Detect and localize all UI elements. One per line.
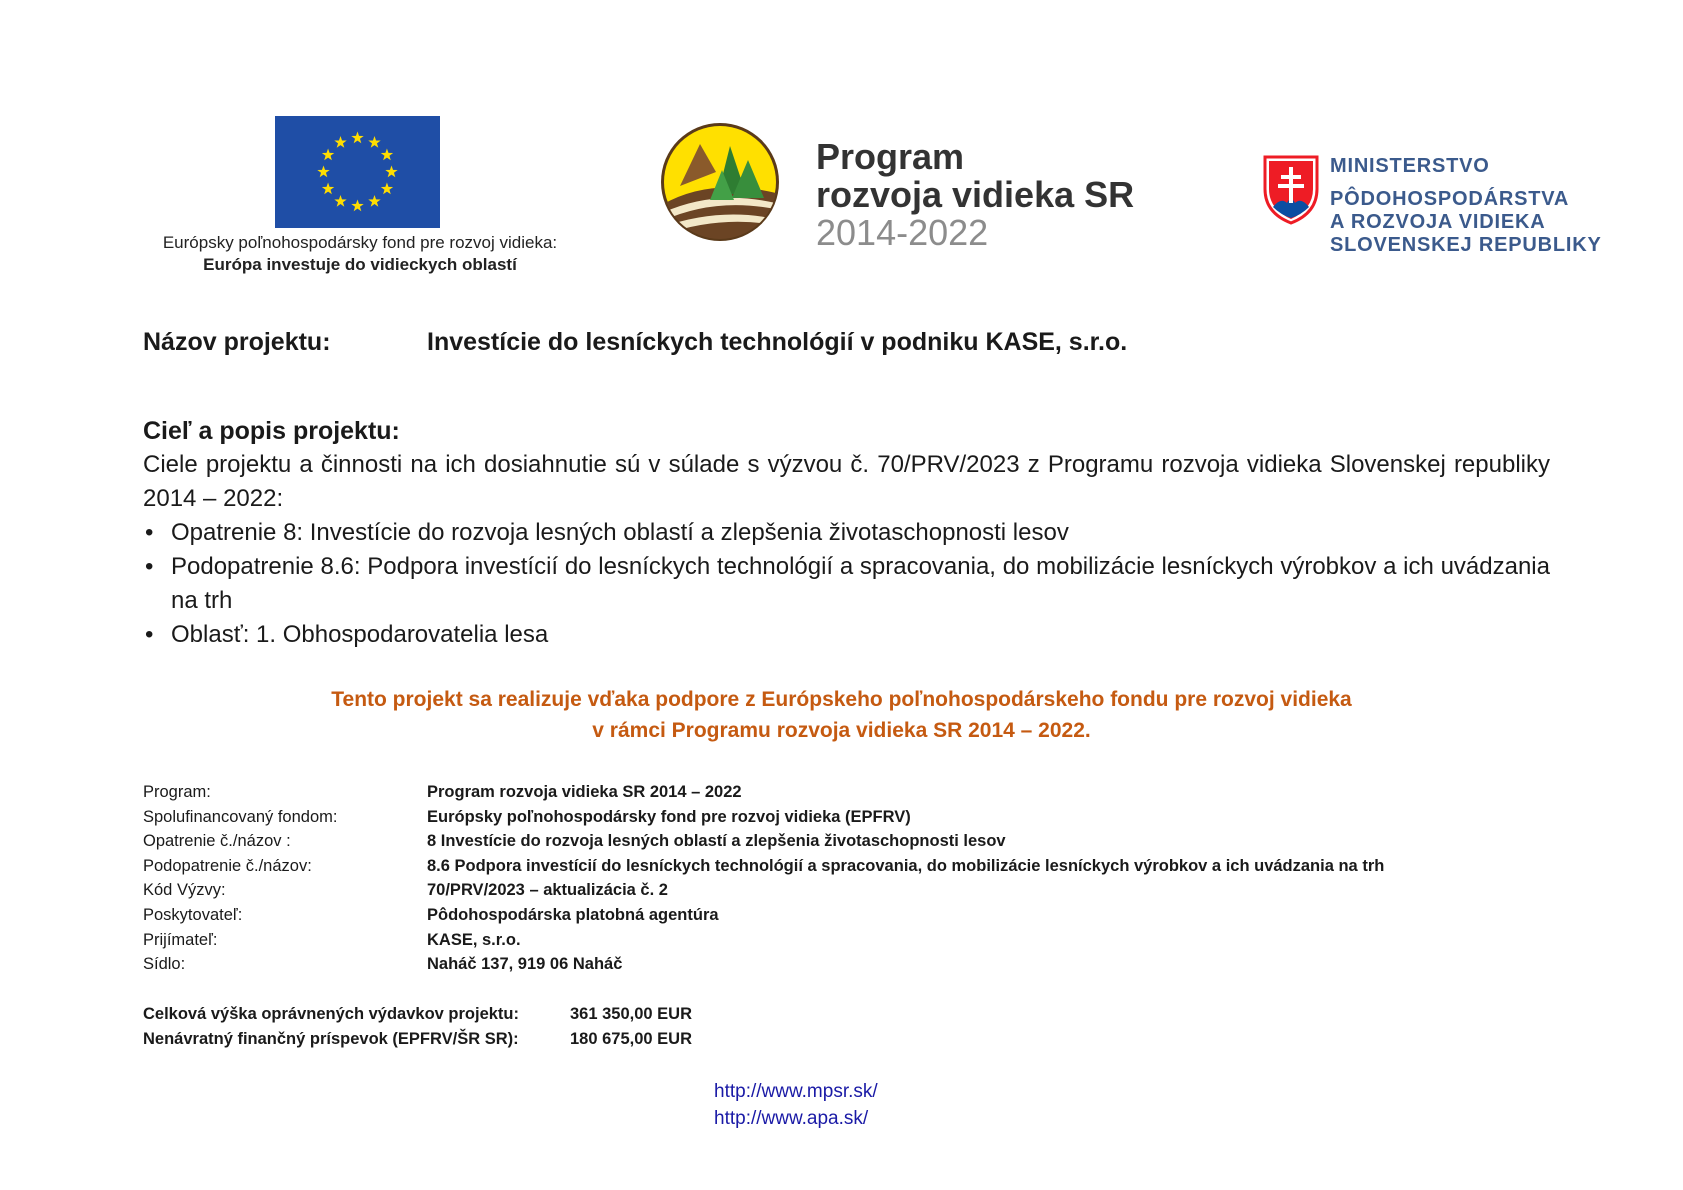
details-label: Spolufinancovaný fondom: bbox=[143, 807, 338, 826]
mpsr-link[interactable]: http://www.mpsr.sk/ bbox=[714, 1081, 878, 1102]
project-name-value: Investície do lesníckych technológií v podniku KASE, s.r.o. bbox=[427, 328, 1128, 356]
apa-link[interactable]: http://www.apa.sk/ bbox=[714, 1108, 869, 1129]
eu-caption-line2: Európa investuje do vidieckych oblastí bbox=[203, 255, 517, 274]
details-value: Naháč 137, 919 06 Naháč bbox=[427, 955, 623, 974]
ministry-line3: A ROZVOJA VIDIEKA bbox=[1330, 211, 1546, 233]
details-label: Sídlo: bbox=[143, 955, 186, 974]
eu-flag-icon bbox=[275, 116, 440, 228]
details-value: Program rozvoja vidieka SR 2014 – 2022 bbox=[427, 783, 742, 801]
details-value: 70/PRV/2023 – aktualizácia č. 2 bbox=[427, 881, 668, 900]
support-line1: Tento projekt sa realizuje vďaka podpore z Európskeho poľnohospodárskeho fondu pre rozvoj vidieka bbox=[331, 688, 1352, 711]
goal-heading: Cieľ a popis projektu: bbox=[143, 417, 400, 445]
cost-label: Nenávratný finančný príspevok (EPFRV/ŠR SR): bbox=[143, 1029, 519, 1048]
cost-label: Celková výška oprávnených výdavkov projektu: bbox=[143, 1005, 520, 1023]
goal-bullet: • Opatrenie 8: Investície do rozvoja lesných oblastí a zlepšenia životaschopnosti lesov bbox=[143, 516, 1550, 550]
prv-title-years: 2014-2022 bbox=[816, 212, 989, 253]
goal-intro: Ciele projektu a činnosti na ich dosiahnutie sú v súlade s výzvou č. 70/PRV/2023 z Programu rozvoja vidieka Slovenskej republiky 2014 – 2022: bbox=[143, 451, 1550, 512]
slovak-coat-of-arms-icon bbox=[1263, 155, 1319, 225]
details-value: 8 Investície do rozvoja lesných oblastí a zlepšenia životaschopnosti lesov bbox=[427, 832, 1006, 851]
details-label: Program: bbox=[143, 783, 211, 801]
details-value: Európsky poľnohospodársky fond pre rozvoj vidieka (EPFRV) bbox=[427, 807, 911, 826]
project-name-label: Názov projektu: bbox=[143, 328, 331, 356]
goal-bullet: • Oblasť: 1. Obhospodarovatelia lesa bbox=[143, 618, 1550, 652]
prv-title bbox=[816, 138, 1134, 252]
details-value: KASE, s.r.o. bbox=[427, 930, 521, 949]
ministry-line2: PÔDOHOSPODÁRSTVA bbox=[1330, 188, 1570, 210]
eu-caption bbox=[140, 232, 580, 276]
details-value: Pôdohospodárska platobná agentúra bbox=[427, 905, 719, 924]
ministry-name bbox=[1330, 155, 1602, 257]
footer-links bbox=[714, 1078, 878, 1132]
details-label: Poskytovateľ: bbox=[143, 905, 243, 924]
eu-caption-line1: Európsky poľnohospodársky fond pre rozvoj vidieka: bbox=[162, 233, 558, 252]
cost-value: 180 675,00 EUR bbox=[570, 1029, 693, 1048]
support-line2: v rámci Programu rozvoja vidieka SR 2014 – 2022. bbox=[592, 719, 1091, 742]
ministry-line4: SLOVENSKEJ REPUBLIKY bbox=[1330, 234, 1602, 256]
details-label: Kód Výzvy: bbox=[143, 881, 226, 900]
prv-title-line1: Program bbox=[816, 136, 965, 177]
support-statement bbox=[0, 684, 1683, 746]
ministry-line1: MINISTERSTVO bbox=[1330, 155, 1490, 177]
prv-title-line2: rozvoja vidieka SR bbox=[816, 174, 1135, 215]
goal-bullet-list bbox=[143, 516, 1550, 652]
project-goal-section bbox=[143, 414, 1550, 652]
cost-value: 361 350,00 EUR bbox=[570, 1005, 693, 1023]
details-label: Opatrenie č./názov : bbox=[143, 832, 291, 851]
eu-flag-graphic bbox=[275, 116, 440, 228]
details-value: 8.6 Podpora investícií do lesníckych technológií a spracovania, do mobilizácie lesníckych výrobkov a ich uvádzania na trh bbox=[427, 856, 1385, 875]
details-label: Podopatrenie č./názov: bbox=[143, 856, 312, 875]
goal-bullet: • Podopatrenie 8.6: Podpora investícií do lesníckych technológií a spracovania, do mobilizácie lesníckych výrobkov a ich uvádzania na trh bbox=[143, 550, 1550, 618]
prv-landscape-logo-icon bbox=[660, 116, 780, 248]
details-label: Prijímateľ: bbox=[143, 930, 218, 949]
